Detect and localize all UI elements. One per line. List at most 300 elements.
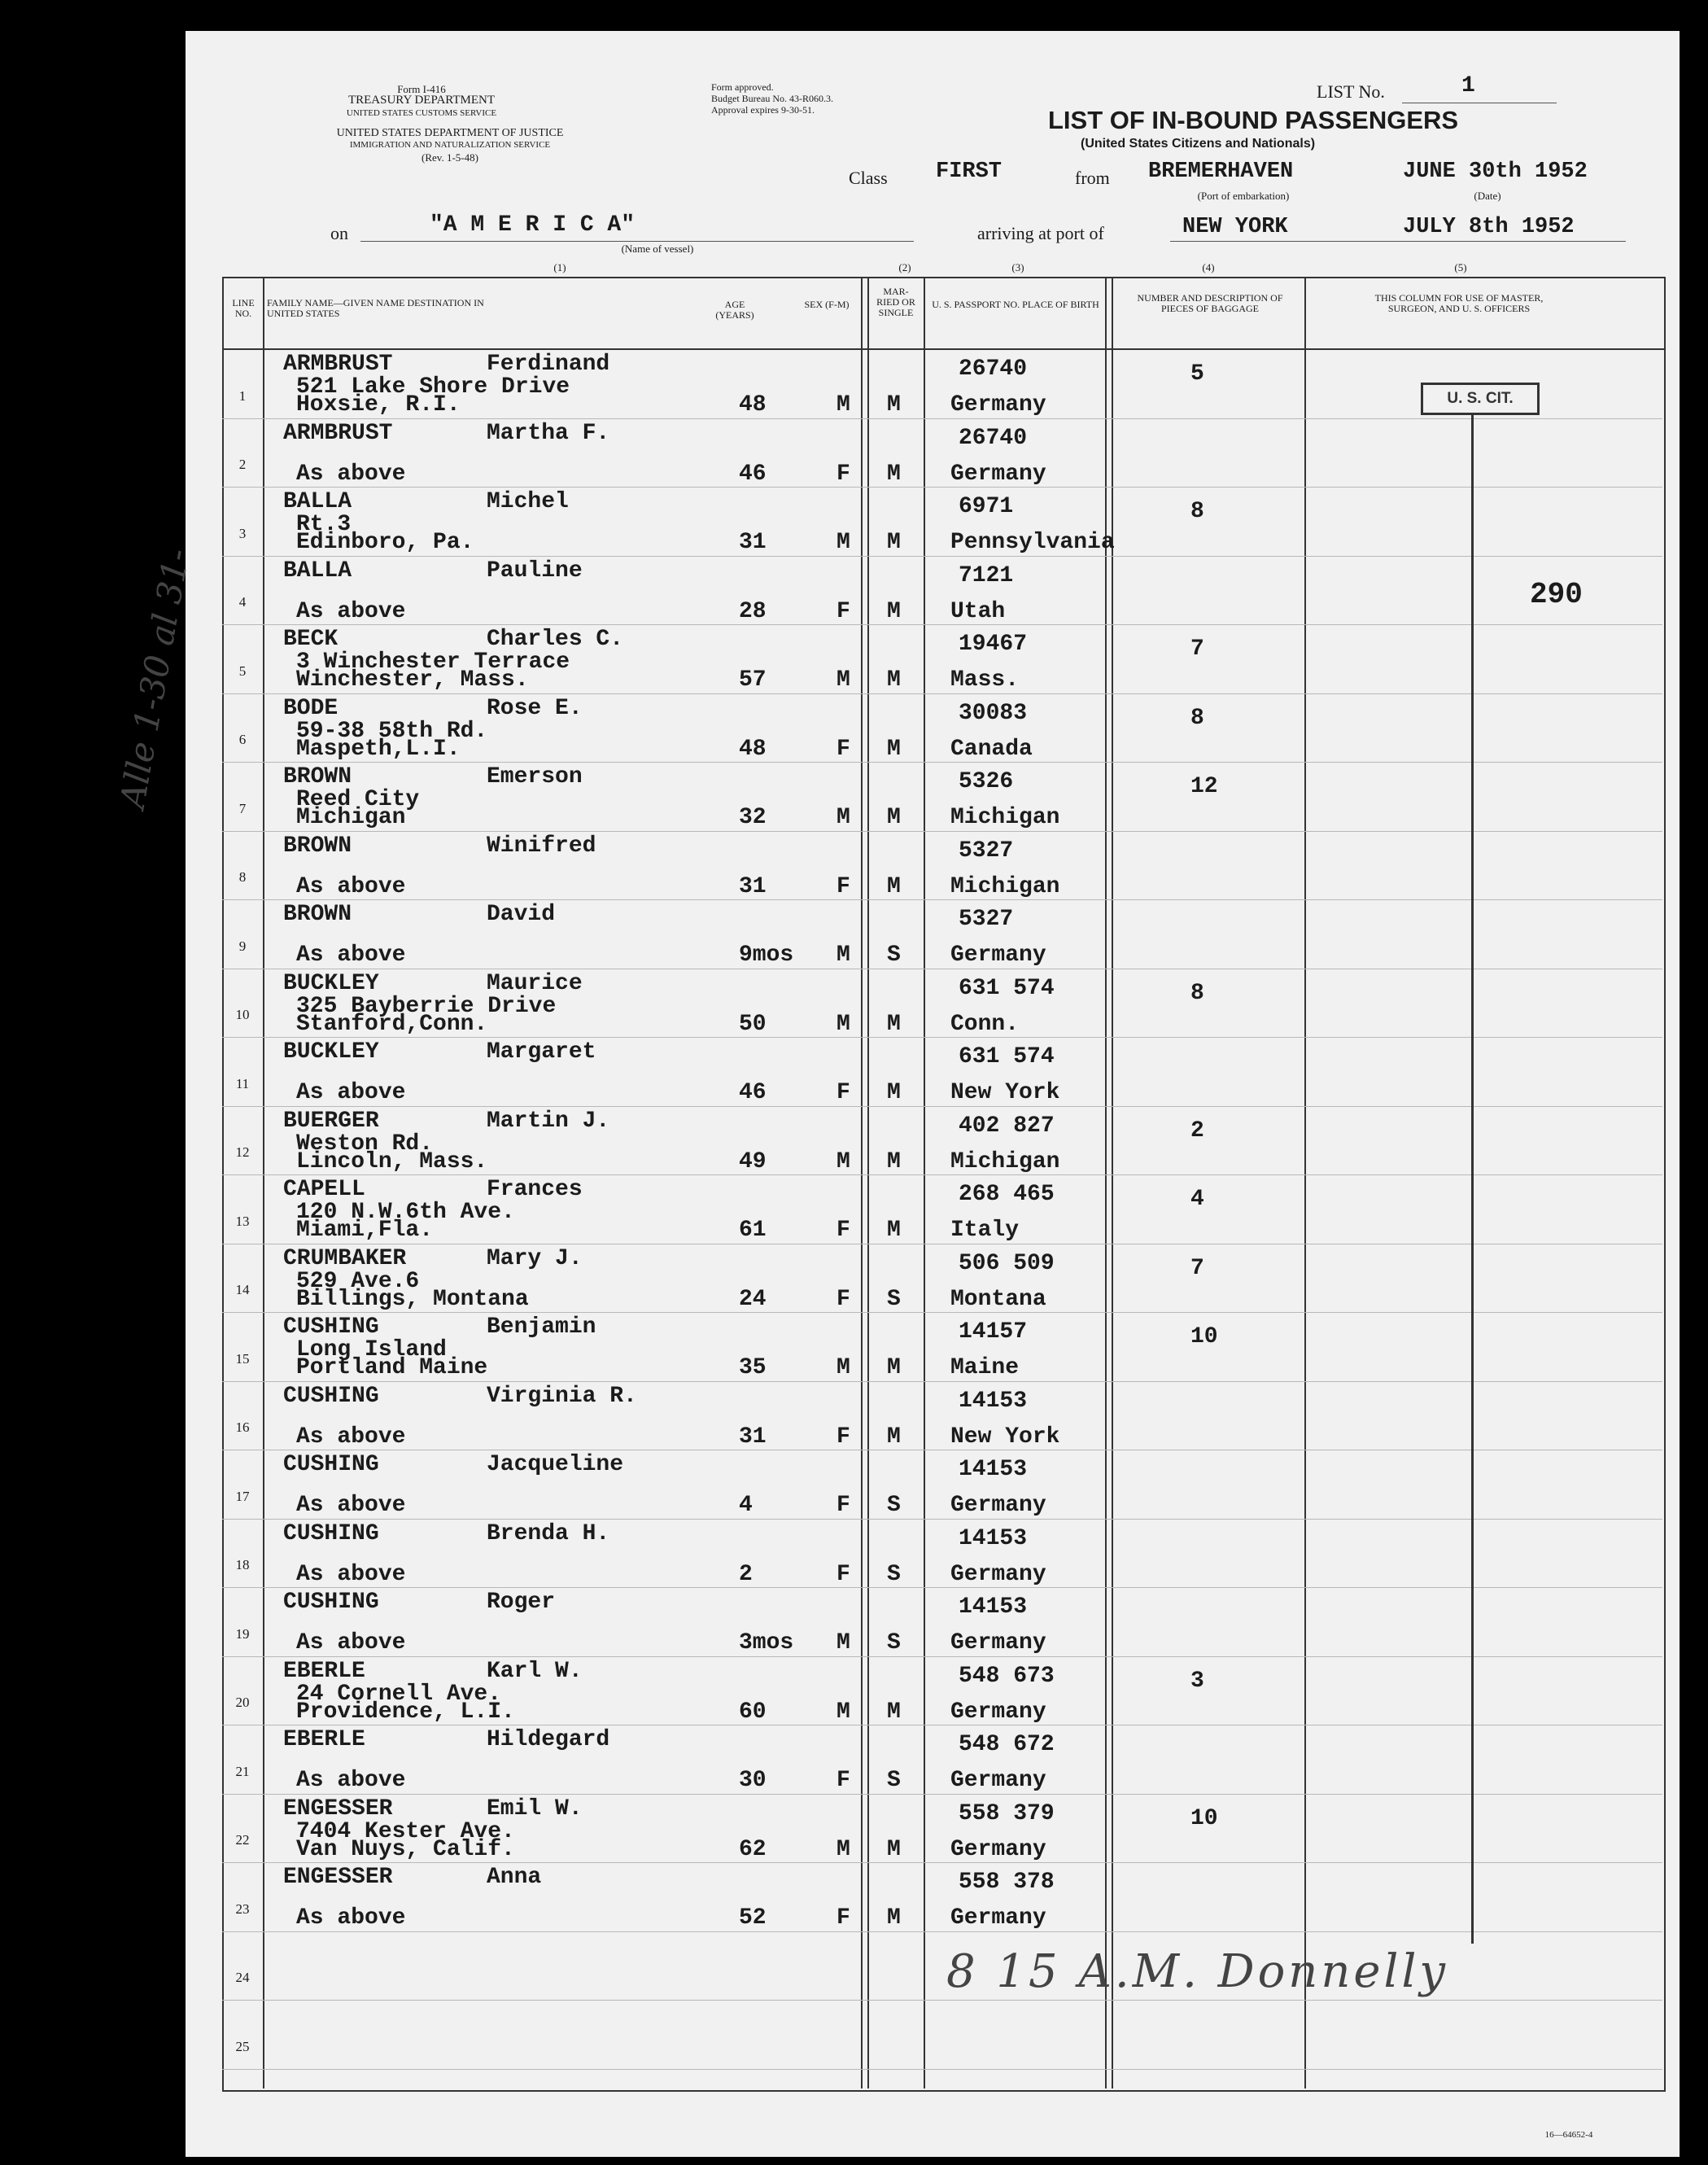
family-name: BROWN — [283, 833, 352, 859]
table-row — [186, 1107, 1680, 1176]
approval-line-2: Budget Bureau No. 43-R060.3. — [711, 93, 833, 104]
family-name: BROWN — [283, 902, 352, 927]
baggage-count: 12 — [1190, 774, 1218, 799]
place-of-birth: Michigan — [950, 873, 1060, 899]
line-number: 9 — [238, 938, 247, 954]
sex: F — [837, 1493, 850, 1518]
given-name: Charles C. — [487, 627, 624, 652]
place-of-birth: Germany — [950, 943, 1046, 968]
table-row — [186, 2001, 1680, 2070]
passport-number: 19467 — [959, 632, 1028, 657]
table-row — [186, 694, 1680, 763]
place-of-birth: Canada — [950, 736, 1033, 762]
marital-status: M — [887, 1218, 901, 1243]
table-row — [186, 1863, 1680, 1932]
given-name: Maurice — [487, 970, 583, 996]
baggage-count: 7 — [1190, 1255, 1204, 1281]
passport-number: 558 378 — [959, 1870, 1055, 1895]
baggage-count: 4 — [1190, 1187, 1204, 1212]
address-line-1: Reed City — [296, 787, 420, 812]
sex: F — [837, 873, 850, 899]
sex: F — [837, 1286, 850, 1312]
form-number: Form I-416 — [397, 83, 446, 95]
address-line-2: Lincoln, Mass. — [296, 1148, 488, 1174]
line-number: 19 — [235, 1625, 250, 1642]
place-of-birth: Germany — [950, 392, 1046, 418]
address-line-2: Providence, L.I. — [296, 1699, 515, 1725]
marital-status: M — [887, 392, 901, 418]
address-line-2: Maspeth,L.I. — [296, 736, 461, 762]
approval-line-3: Approval expires 9-30-51. — [711, 104, 815, 116]
sex: F — [837, 1561, 850, 1587]
table-row — [186, 900, 1680, 969]
place-of-birth: Germany — [950, 461, 1046, 487]
baggage-count: 2 — [1190, 1117, 1204, 1144]
place-of-birth: New York — [950, 1080, 1060, 1105]
date-label: (Date) — [1474, 190, 1501, 202]
sex: M — [837, 1630, 850, 1655]
address-line-2: Stanford,Conn. — [296, 1011, 488, 1037]
table-row — [186, 969, 1680, 1039]
place-of-birth: Germany — [950, 1493, 1046, 1518]
sex: F — [837, 1080, 850, 1105]
given-name: Karl W. — [487, 1658, 583, 1684]
passport-number: 7121 — [959, 562, 1014, 588]
table-row — [186, 1795, 1680, 1864]
family-name: BECK — [283, 627, 339, 652]
embarkation-date: JUNE 30th 1952 — [1403, 160, 1588, 184]
age: 48 — [739, 736, 767, 762]
class-value: FIRST — [936, 160, 1003, 184]
passport-number: 5327 — [959, 838, 1014, 864]
line-number: 3 — [238, 525, 247, 541]
passport-number: 402 827 — [959, 1113, 1055, 1139]
line-number: 24 — [235, 1970, 250, 1985]
table-row — [186, 1313, 1680, 1382]
table-row — [186, 419, 1680, 488]
address-line-2: As above — [296, 1905, 406, 1931]
sex: M — [837, 1148, 850, 1174]
address-line-1: 3 Winchester Terrace — [296, 650, 570, 675]
marital-status: M — [887, 461, 901, 487]
given-name: Jacqueline — [487, 1452, 624, 1477]
column-header-married: MAR- RIED OR SINGLE — [876, 286, 915, 318]
line-number: 22 — [235, 1832, 250, 1848]
marital-status: S — [887, 1561, 901, 1587]
sex: M — [837, 667, 850, 693]
given-name: Benjamin — [487, 1314, 596, 1340]
family-name: BALLA — [283, 558, 352, 584]
place-of-birth: Utah — [950, 598, 1006, 624]
line-number: 5 — [238, 663, 247, 679]
baggage-count: 5 — [1190, 361, 1204, 387]
family-name: ENGESSER — [283, 1865, 393, 1890]
passport-number: 14153 — [959, 1457, 1028, 1482]
marital-status: M — [887, 1080, 901, 1105]
sex: M — [837, 530, 850, 555]
family-name: BUCKLEY — [283, 1039, 379, 1065]
place-of-birth: Germany — [950, 1630, 1046, 1655]
margin-note: Alle 1-30 al 31- — [112, 545, 198, 811]
place-of-birth: Pennsylvania — [950, 530, 1115, 555]
line-number: 7 — [238, 800, 247, 816]
address-line-2: As above — [296, 1424, 406, 1450]
given-name: Martin J. — [487, 1108, 610, 1134]
table-row — [186, 1382, 1680, 1451]
passport-number: 6971 — [959, 494, 1014, 519]
family-name: EBERLE — [283, 1727, 365, 1752]
age: 4 — [739, 1493, 753, 1518]
family-name: ARMBRUST — [283, 420, 393, 446]
family-name: BUERGER — [283, 1108, 379, 1134]
sex: F — [837, 1905, 850, 1931]
family-name: CAPELL — [283, 1177, 365, 1202]
line-number: 2 — [238, 457, 247, 472]
line-number: 13 — [235, 1213, 250, 1229]
age: 3mos — [739, 1630, 794, 1655]
passport-number: 631 574 — [959, 975, 1055, 1001]
sex: F — [837, 736, 850, 762]
place-of-birth: Mass. — [950, 667, 1020, 693]
given-name: Emil W. — [487, 1795, 583, 1822]
address-line-1: 24 Cornell Ave. — [296, 1681, 502, 1707]
sex: F — [837, 1424, 850, 1450]
customs-service: UNITED STATES CUSTOMS SERVICE — [346, 108, 497, 118]
place-of-birth: Germany — [950, 1836, 1046, 1862]
place-of-birth: Maine — [950, 1355, 1020, 1380]
age: 24 — [739, 1286, 767, 1312]
age: 49 — [739, 1148, 767, 1174]
family-name: EBERLE — [283, 1658, 365, 1684]
column-header-officers: THIS COLUMN FOR USE OF MASTER, SURGEON, AND U. S. OFFICERS — [1374, 292, 1544, 314]
baggage-count: 8 — [1190, 980, 1204, 1006]
from-value: BREMERHAVEN — [1148, 160, 1294, 184]
given-name: Rose E. — [487, 695, 583, 721]
table-row — [186, 1244, 1680, 1314]
port-of-embarkation-label: (Port of embarkation) — [1197, 190, 1290, 202]
table-row — [186, 1657, 1680, 1726]
baggage-count: 10 — [1190, 1805, 1218, 1831]
age: 32 — [739, 805, 767, 830]
address-line-2: Winchester, Mass. — [296, 667, 529, 693]
given-name: Emerson — [487, 764, 583, 789]
table-row — [186, 1175, 1680, 1244]
marital-status: S — [887, 943, 901, 968]
baggage-count: 10 — [1190, 1324, 1218, 1349]
passport-number: 14153 — [959, 1525, 1028, 1551]
table-row — [186, 1520, 1680, 1589]
arrival-port: NEW YORK — [1182, 215, 1288, 239]
passport-number: 26740 — [959, 356, 1028, 382]
marital-status: M — [887, 1424, 901, 1450]
column-header-age: AGE (YEARS) — [715, 299, 754, 321]
sex: M — [837, 392, 850, 418]
given-name: Martha F. — [487, 420, 610, 446]
age: 28 — [739, 598, 767, 624]
table-row — [186, 625, 1680, 694]
table-row — [186, 488, 1680, 557]
address-line-2: Hoxsie, R.I. — [296, 392, 461, 418]
line-number: 11 — [235, 1075, 250, 1091]
age: 48 — [739, 392, 767, 418]
treasury-department: TREASURY DEPARTMENT — [347, 94, 496, 107]
sex: M — [837, 1836, 850, 1862]
family-name: BROWN — [283, 764, 352, 789]
address-line-2: As above — [296, 598, 406, 624]
sex: M — [837, 1699, 850, 1725]
family-name: BODE — [283, 695, 339, 721]
sex: M — [837, 805, 850, 830]
line-number: 17 — [235, 1488, 250, 1504]
marital-status: S — [887, 1768, 901, 1793]
column-number-1: (1) — [553, 261, 566, 273]
table-row — [186, 832, 1680, 901]
line-number: 10 — [235, 1007, 250, 1022]
family-name: ENGESSER — [283, 1795, 393, 1822]
baggage-count: 8 — [1190, 499, 1204, 524]
age: 50 — [739, 1011, 767, 1037]
age: 62 — [739, 1836, 767, 1862]
passenger-list-form — [112, 31, 1680, 2157]
passport-number: 14153 — [959, 1388, 1028, 1414]
place-of-birth: Germany — [950, 1768, 1046, 1793]
given-name: Mary J. — [487, 1245, 583, 1271]
marital-status: M — [887, 1699, 901, 1725]
address-line-1: 529 Ave.6 — [296, 1268, 420, 1294]
line-number: 21 — [235, 1763, 250, 1779]
age: 2 — [739, 1561, 753, 1587]
sex: M — [837, 1355, 850, 1380]
address-line-2: Van Nuys, Calif. — [296, 1836, 515, 1862]
class-label: Class — [849, 168, 888, 188]
revision: (Rev. 1-5-48) — [422, 151, 478, 164]
given-name: Winifred — [487, 833, 596, 859]
passport-number: 5326 — [959, 769, 1014, 794]
given-name: Hildegard — [487, 1727, 610, 1752]
family-name: ARMBRUST — [283, 352, 393, 377]
sex: F — [837, 598, 850, 624]
age: 35 — [739, 1355, 767, 1380]
address-line-1: 120 N.W.6th Ave. — [296, 1200, 515, 1225]
passport-number: 548 673 — [959, 1663, 1055, 1689]
column-number-2: (2) — [898, 261, 911, 273]
vessel-name-label: (Name of vessel) — [621, 243, 694, 255]
marital-status: S — [887, 1630, 901, 1655]
immigration-service: IMMIGRATION AND NATURALIZATION SERVICE — [349, 140, 551, 150]
column-header-sex: SEX (F-M) — [804, 299, 850, 310]
line-number: 6 — [238, 732, 247, 747]
table-row — [186, 557, 1680, 626]
address-line-1: 325 Bayberrie Drive — [296, 993, 557, 1019]
passport-number: 506 509 — [959, 1250, 1055, 1276]
given-name: Brenda H. — [487, 1520, 610, 1546]
on-label: on — [330, 223, 348, 243]
passport-number: 548 672 — [959, 1732, 1055, 1757]
table-row — [186, 1932, 1680, 2001]
sex: M — [837, 1011, 850, 1037]
marital-status: M — [887, 598, 901, 624]
place-of-birth: Germany — [950, 1905, 1046, 1931]
given-name: Anna — [487, 1865, 542, 1890]
justice-department: UNITED STATES DEPARTMENT OF JUSTICE — [336, 127, 564, 139]
handwritten-signature: 8 15 A.M. Donnelly — [946, 1945, 1449, 1998]
sex: F — [837, 1218, 850, 1243]
age: 61 — [739, 1218, 767, 1243]
table-row — [186, 1450, 1680, 1520]
officer-bracket-line — [1471, 413, 1474, 1944]
form-subtitle: (United States Citizens and Nationals) — [1081, 137, 1316, 151]
address-line-2: As above — [296, 873, 406, 899]
age: 31 — [739, 873, 767, 899]
age: 46 — [739, 461, 767, 487]
given-name: Michel — [487, 489, 569, 514]
sex: F — [837, 1768, 850, 1793]
marital-status: M — [887, 1836, 901, 1862]
address-line-1: Long Island — [296, 1337, 447, 1362]
column-header-passport: U. S. PASSPORT NO. PLACE OF BIRTH — [932, 299, 1099, 310]
age: 30 — [739, 1768, 767, 1793]
line-number: 12 — [235, 1144, 250, 1160]
marital-status: M — [887, 1905, 901, 1931]
column-number-4: (4) — [1202, 261, 1215, 273]
place-of-birth: Conn. — [950, 1011, 1020, 1037]
line-number: 14 — [235, 1282, 250, 1297]
place-of-birth: Montana — [950, 1286, 1046, 1312]
address-line-2: As above — [296, 943, 406, 968]
line-number: 23 — [235, 1900, 250, 1917]
table-row — [186, 1038, 1680, 1107]
age: 31 — [739, 530, 767, 555]
column-header-baggage: NUMBER AND DESCRIPTION OF PIECES OF BAGGAGE — [1137, 292, 1283, 314]
age: 57 — [739, 667, 767, 693]
column-header-name: FAMILY NAME—GIVEN NAME DESTINATION IN UNITED STATES — [267, 297, 484, 319]
form-title: LIST OF IN-BOUND PASSENGERS — [1048, 106, 1459, 134]
footer-code: 16—64652-4 — [1544, 2130, 1593, 2140]
address-line-2: Billings, Montana — [296, 1286, 529, 1312]
age: 9mos — [739, 943, 794, 968]
passport-number: 558 379 — [959, 1800, 1055, 1826]
line-number: 15 — [235, 1350, 250, 1367]
passport-number: 631 574 — [959, 1044, 1055, 1069]
place-of-birth: Germany — [950, 1699, 1046, 1725]
line-number: 4 — [238, 594, 247, 610]
family-name: CUSHING — [283, 1314, 379, 1340]
address-line-1: 59-38 58th Rd. — [296, 718, 488, 744]
marital-status: S — [887, 1493, 901, 1518]
line-number: 1 — [238, 387, 247, 404]
age: 52 — [739, 1905, 767, 1931]
baggage-count: 8 — [1190, 705, 1204, 731]
address-line-2: Edinboro, Pa. — [296, 530, 474, 555]
place-of-birth: Michigan — [950, 805, 1060, 830]
sex: F — [837, 461, 850, 487]
place-of-birth: New York — [950, 1424, 1060, 1450]
address-line-2: As above — [296, 461, 406, 487]
passenger-count: 290 — [1530, 578, 1583, 611]
passport-number: 14157 — [959, 1319, 1028, 1345]
line-number: 16 — [235, 1419, 250, 1435]
age: 60 — [739, 1699, 767, 1725]
passport-number: 26740 — [959, 425, 1028, 451]
address-line-2: As above — [296, 1630, 406, 1655]
place-of-birth: Michigan — [950, 1148, 1060, 1174]
list-number-label: LIST No. — [1317, 81, 1385, 102]
given-name: Ferdinand — [487, 352, 610, 377]
family-name: BALLA — [283, 489, 352, 514]
given-name: David — [487, 902, 556, 927]
family-name: CUSHING — [283, 1590, 379, 1615]
table-row — [186, 1588, 1680, 1657]
address-line-2: As above — [296, 1561, 406, 1587]
given-name: Roger — [487, 1590, 556, 1615]
table-row — [186, 1725, 1680, 1795]
approval-line-1: Form approved. — [711, 81, 774, 93]
arriving-label: arriving at port of — [977, 223, 1104, 243]
age: 31 — [739, 1424, 767, 1450]
marital-status: M — [887, 1148, 901, 1174]
marital-status: M — [887, 1011, 901, 1037]
line-number: 20 — [235, 1695, 250, 1710]
given-name: Margaret — [487, 1039, 596, 1065]
arrival-date: JULY 8th 1952 — [1403, 215, 1575, 239]
address-line-2: As above — [296, 1768, 406, 1793]
family-name: CUSHING — [283, 1452, 379, 1477]
given-name: Pauline — [487, 558, 583, 584]
address-line-2: As above — [296, 1080, 406, 1105]
family-name: BUCKLEY — [283, 970, 379, 996]
marital-status: M — [887, 873, 901, 899]
baggage-count: 7 — [1190, 636, 1204, 662]
from-label: from — [1075, 168, 1110, 188]
passport-number: 5327 — [959, 907, 1014, 932]
address-line-2: Michigan — [296, 805, 406, 830]
age: 46 — [739, 1080, 767, 1105]
column-header-line-no: LINE NO. — [232, 297, 255, 319]
sex: M — [837, 943, 850, 968]
column-number-3: (3) — [1011, 261, 1024, 273]
column-number-5: (5) — [1454, 261, 1467, 273]
passport-number: 14153 — [959, 1594, 1028, 1620]
family-name: CUSHING — [283, 1520, 379, 1546]
line-number: 18 — [235, 1557, 250, 1572]
address-line-1: 7404 Kester Ave. — [296, 1818, 515, 1844]
address-line-2: Miami,Fla. — [296, 1218, 434, 1243]
place-of-birth: Italy — [950, 1218, 1020, 1243]
marital-status: M — [887, 736, 901, 762]
stamp-text: U. S. CIT. — [1447, 390, 1514, 407]
passport-number: 30083 — [959, 700, 1028, 726]
table-row — [186, 763, 1680, 832]
marital-status: M — [887, 805, 901, 830]
place-of-birth: Germany — [950, 1561, 1046, 1587]
family-name: CUSHING — [283, 1383, 379, 1409]
given-name: Frances — [487, 1177, 583, 1202]
marital-status: M — [887, 530, 901, 555]
line-number: 25 — [235, 2038, 250, 2054]
line-number: 8 — [238, 869, 247, 885]
marital-status: M — [887, 667, 901, 693]
us-citizen-stamp — [1421, 383, 1540, 415]
marital-status: M — [887, 1355, 901, 1380]
baggage-count: 3 — [1190, 1668, 1204, 1694]
address-line-1: Weston Rd. — [296, 1131, 434, 1157]
list-number: 1 — [1461, 73, 1475, 98]
address-line-2: Portland Maine — [296, 1355, 488, 1380]
address-line-2: As above — [296, 1493, 406, 1518]
address-line-1: 521 Lake Shore Drive — [296, 374, 570, 400]
address-line-1: Rt.3 — [296, 512, 352, 537]
family-name: CRUMBAKER — [283, 1245, 407, 1271]
